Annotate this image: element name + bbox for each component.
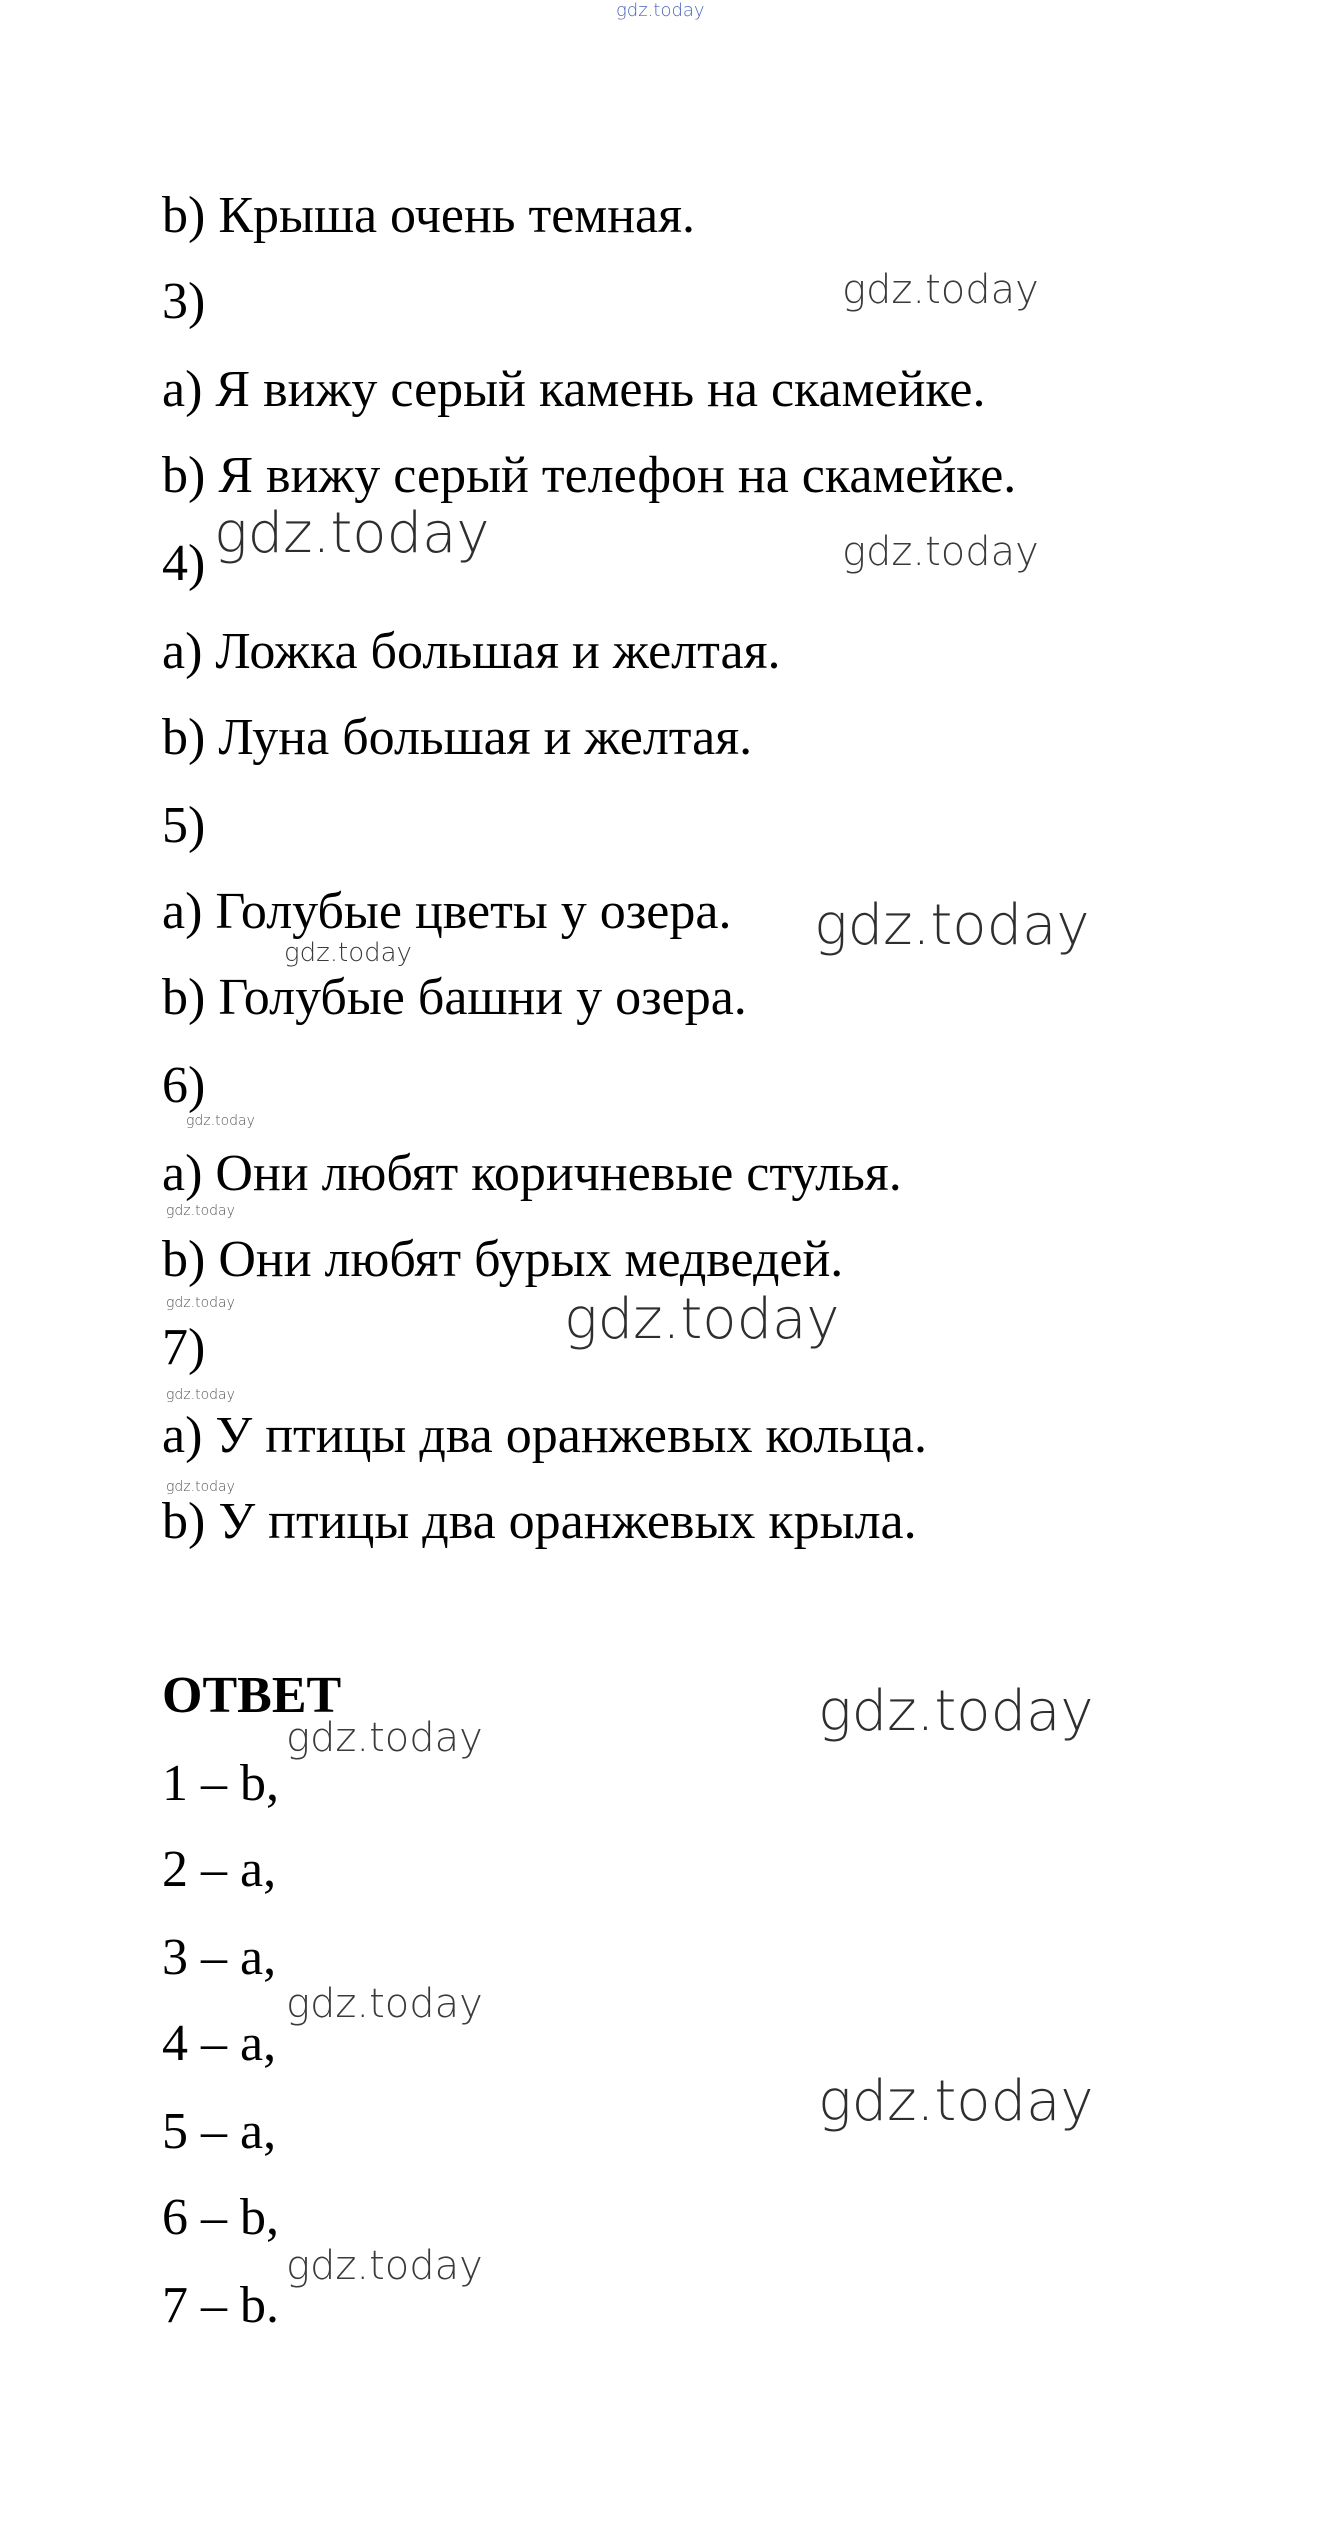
watermark: gdz.today — [186, 1113, 255, 1129]
exercise-number: 5) — [162, 797, 206, 854]
watermark-top: gdz.today — [616, 0, 705, 21]
watermark: gdz.today — [286, 1981, 483, 2027]
exercise-line: b) Голубые башни у озера. — [162, 969, 747, 1026]
watermark: gdz.today — [842, 529, 1039, 575]
exercise-line: a) У птицы два оранжевых кольца. — [162, 1407, 927, 1464]
answer-item: 3 – a, — [162, 1929, 277, 1986]
watermark: gdz.today — [818, 2069, 1094, 2134]
answer-item: 7 – b. — [162, 2277, 279, 2334]
answer-heading: ОТВЕТ — [162, 1667, 342, 1724]
answer-item: 6 – b, — [162, 2189, 279, 2246]
answer-item: 5 – a, — [162, 2103, 277, 2160]
exercise-line: b) У птицы два оранжевых крыла. — [162, 1493, 917, 1550]
watermark: gdz.today — [166, 1387, 235, 1403]
exercise-line: a) Они любят коричневые стулья. — [162, 1145, 902, 1202]
watermark: gdz.today — [286, 2243, 483, 2289]
exercise-line: b) Луна большая и желтая. — [162, 709, 753, 766]
watermark: gdz.today — [286, 1715, 483, 1761]
exercise-line: b) Они любят бурых медведей. — [162, 1231, 844, 1288]
exercise-line: a) Я вижу серый камень на скамейке. — [162, 361, 986, 418]
exercise-number: 3) — [162, 273, 206, 330]
exercise-line: a) Ложка большая и желтая. — [162, 623, 781, 680]
watermark: gdz.today — [166, 1295, 235, 1311]
watermark: gdz.today — [818, 1679, 1094, 1744]
watermark: gdz.today — [564, 1287, 840, 1352]
answer-item: 1 – b, — [162, 1755, 279, 1812]
exercise-line: b) Крыша очень темная. — [162, 187, 696, 244]
exercise-number: 4) — [162, 535, 206, 592]
watermark: gdz.today — [842, 267, 1039, 313]
watermark: gdz.today — [166, 1203, 235, 1219]
exercise-number: 6) — [162, 1057, 206, 1114]
watermark: gdz.today — [814, 893, 1090, 958]
watermark: gdz.today — [214, 501, 490, 566]
exercise-number: 7) — [162, 1319, 206, 1376]
watermark: gdz.today — [166, 1479, 235, 1495]
answer-item: 2 – a, — [162, 1841, 277, 1898]
exercise-line: a) Голубые цветы у озера. — [162, 883, 732, 940]
exercise-line: b) Я вижу серый телефон на скамейке. — [162, 447, 1017, 504]
answer-item: 4 – a, — [162, 2015, 277, 2072]
watermark: gdz.today — [284, 938, 412, 968]
